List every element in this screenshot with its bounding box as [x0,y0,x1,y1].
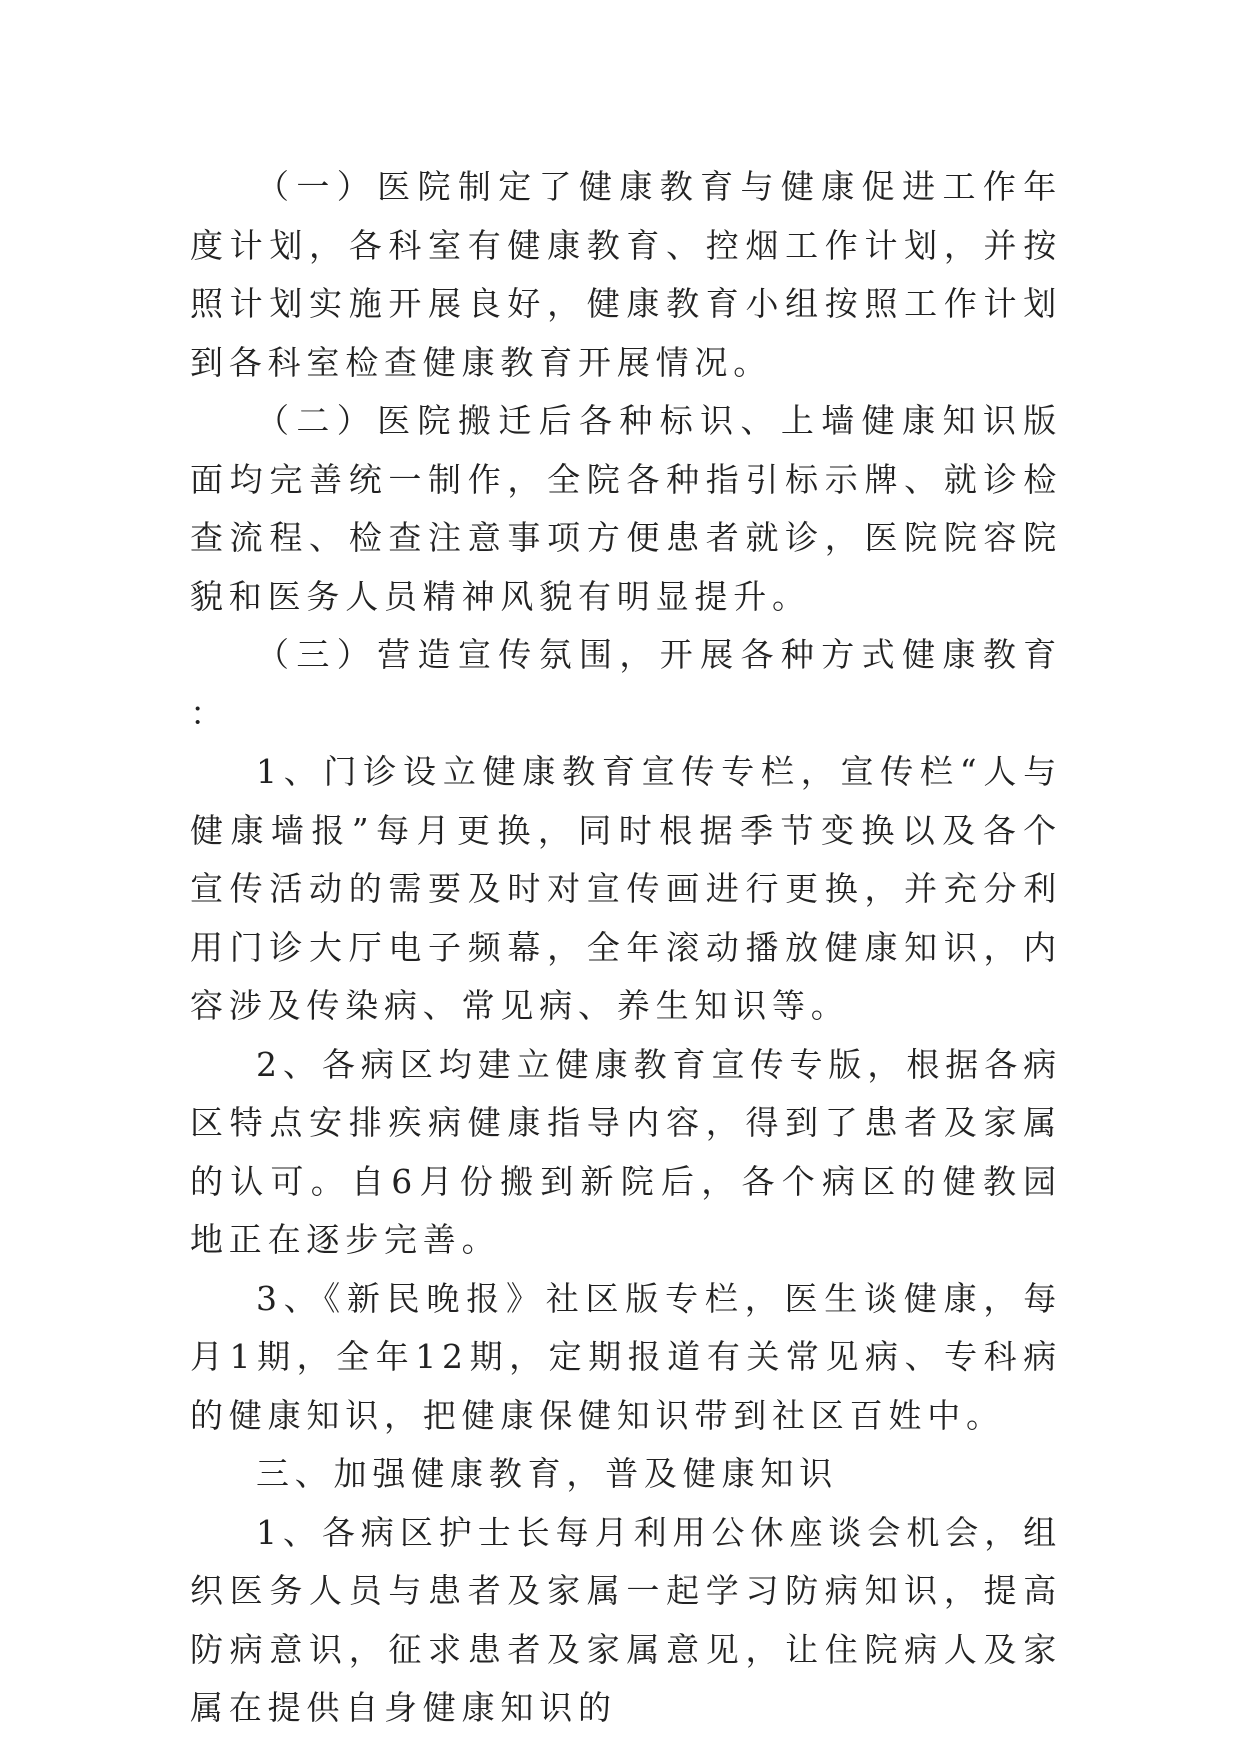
paragraph-ward-meetings: 1、各病区护士长每月利用公休座谈会机会，组织医务人员与患者及家属一起学习防病知识，提高防病意识，征求患者及家属意见，让住院病人及家属在提供自身健康知识的 [190,1512,1062,1727]
paragraph-plan: （一）医院制定了健康教育与健康促进工作年度计划，各科室有健康教育、控烟工作计划，并按照计划实施开展良好，健康教育小组按照工作计划到各科室检查健康教育开展情况。 [190,167,1062,382]
paragraph-ward-boards: 2、各病区均建立健康教育宣传专版，根据各病区特点安排疾病健康指导内容，得到了患者及家属的认可。自6月份搬到新院后，各个病区的健教园地正在逐步完善。 [190,1044,1062,1259]
document-body [190,158,1062,1738]
section-heading-health-education: 三、加强健康教育，普及健康知识 [256,1454,838,1493]
paragraph-outpatient-column: 1、门诊设立健康教育宣传专栏，宣传栏“人与健康墙报”每月更换，同时根据季节变换以及各个宣传活动的需要及时对宣传画进行更换，并充分利用门诊大厅电子频幕，全年滚动播放健康知识，内容涉及传染病、常见病、养生知识等。 [190,752,1062,1025]
paragraph-newspaper-column: 3、《新民晚报》社区版专栏，医生谈健康，每月1期，全年12期，定期报道有关常见病、专科病的健康知识，把健康保健知识带到社区百姓中。 [190,1278,1062,1435]
paragraph-signage: （二）医院搬迁后各种标识、上墙健康知识版面均完善统一制作，全院各种指引标示牌、就诊检查流程、检查注意事项方便患者就诊，医院院容院貌和医务人员精神风貌有明显提升。 [190,401,1062,616]
paragraph-promotion-heading: （三）营造宣传氛围，开展各种方式健康教育： [190,635,1062,733]
